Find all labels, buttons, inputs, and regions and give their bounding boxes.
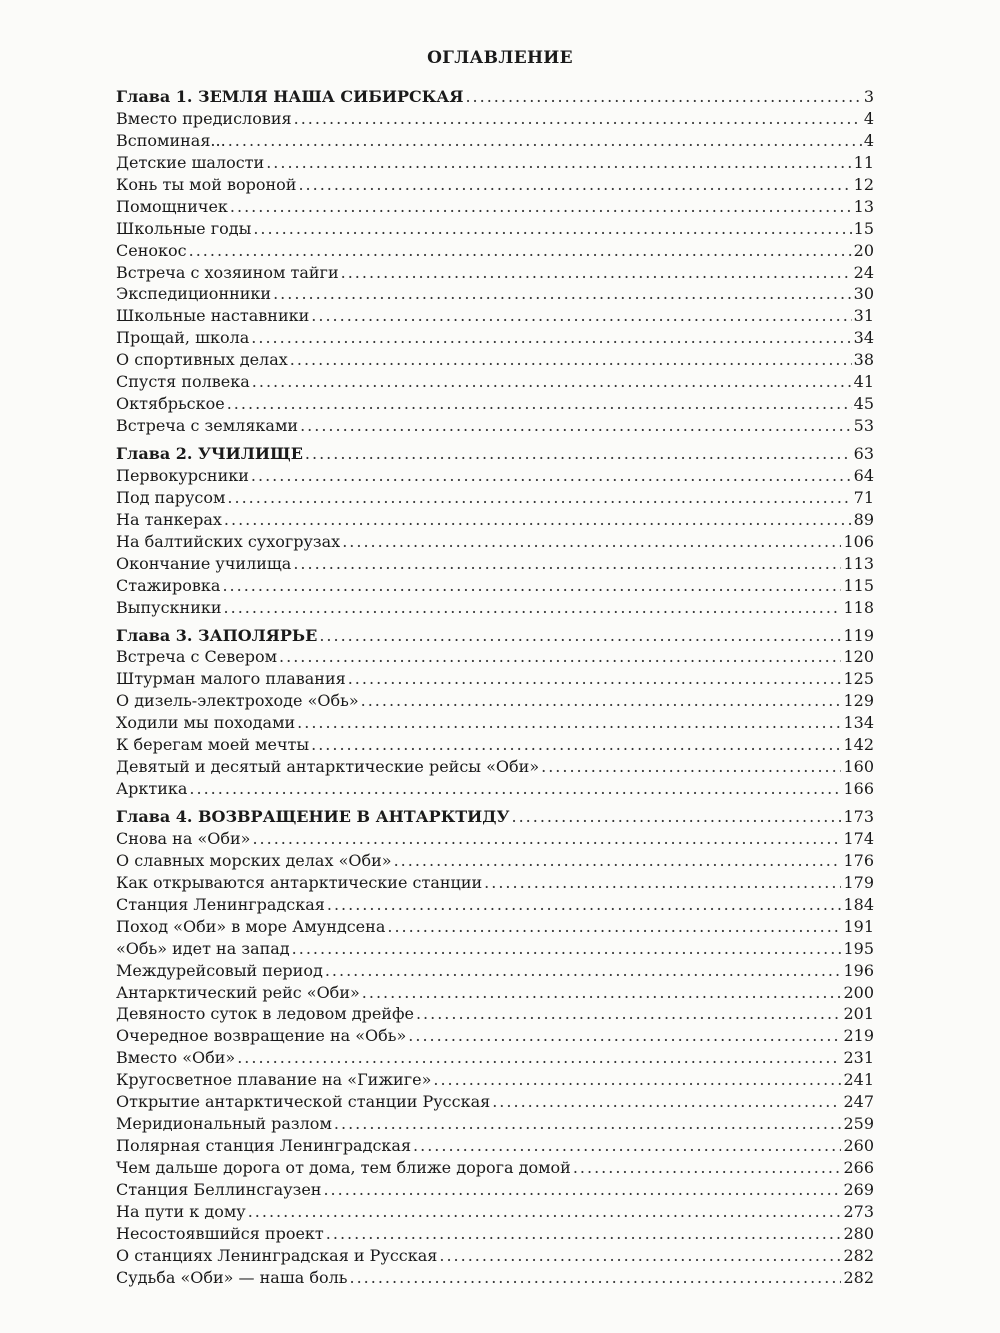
- toc-entry-page-number: 125: [843, 669, 874, 689]
- toc-entry-label: Вспоминая...: [116, 130, 226, 150]
- toc-entry-label: Встреча с земляками: [116, 416, 299, 436]
- toc-entry-label: Прощай, школа: [116, 328, 250, 348]
- dot-leader: [227, 393, 852, 415]
- toc-entry: [116, 174, 874, 196]
- toc-entry: [116, 531, 874, 553]
- toc-entry: [116, 1069, 874, 1091]
- dot-leader: [319, 625, 841, 647]
- toc-entry-page-number: 196: [843, 960, 874, 980]
- dot-leader: [300, 415, 852, 437]
- toc-entry: [116, 1157, 874, 1179]
- toc-entry-page-number: 45: [853, 394, 874, 414]
- toc-entry: [116, 415, 874, 437]
- chapter-heading-label: Глава 4. ВОЗВРАЩЕНИЕ В АНТАРКТИДУ: [116, 807, 510, 826]
- toc-entry-page-number: 12: [853, 174, 874, 194]
- toc-entry-label: Полярная станция Ленинградская: [116, 1136, 412, 1156]
- dot-leader: [349, 1267, 841, 1289]
- toc-entry-label: Как открываются антарктические станции: [116, 872, 483, 892]
- toc-entry-label: Выпускники: [116, 597, 222, 617]
- dot-leader: [416, 1003, 842, 1025]
- dot-leader: [323, 1179, 841, 1201]
- toc-entry-page-number: 53: [853, 416, 874, 436]
- toc-entry-page-number: 11: [853, 152, 874, 172]
- toc-entry-label: Помощничек: [116, 196, 228, 216]
- toc-entry-label: На танкерах: [116, 509, 222, 529]
- toc-entry: [116, 240, 874, 262]
- toc-entry-label: Междурейсовый период: [116, 960, 323, 980]
- toc-entry-label: О дизель-электроходе «Обь»: [116, 691, 359, 711]
- toc-entry-page-number: 273: [843, 1201, 874, 1221]
- toc-entry-page-number: 184: [843, 894, 874, 914]
- toc-entry-label: Школьные годы: [116, 218, 252, 238]
- toc-entry: [116, 108, 874, 130]
- dot-leader: [222, 575, 841, 597]
- dot-leader: [224, 509, 852, 531]
- toc-entry: [116, 734, 874, 756]
- chapter-heading-label: Глава 1. ЗЕМЛЯ НАША СИБИРСКАЯ: [116, 87, 464, 106]
- toc-entry: [116, 828, 874, 850]
- toc-entry-label: Конь ты мой вороной: [116, 174, 297, 194]
- toc-entry-page-number: 129: [843, 691, 874, 711]
- toc-entry: [116, 1179, 874, 1201]
- toc-entry-label: Вместо «Оби»: [116, 1048, 236, 1068]
- toc-entry-label: Ходили мы походами: [116, 713, 296, 733]
- toc-entry-page-number: 142: [843, 735, 874, 755]
- toc-entry: [116, 283, 874, 305]
- toc-entry-label: Встреча с Севером: [116, 647, 278, 667]
- toc-entry-page-number: 280: [843, 1223, 874, 1243]
- toc-entry: [116, 553, 874, 575]
- dot-leader: [290, 349, 852, 371]
- toc-entry: [116, 1245, 874, 1267]
- dot-leader: [273, 283, 852, 305]
- toc-entry-page-number: 106: [843, 531, 874, 551]
- toc-entry: [116, 262, 874, 284]
- toc-entry-page-number: 191: [843, 916, 874, 936]
- dot-leader: [361, 690, 842, 712]
- toc-entry: [116, 1113, 874, 1135]
- toc-entry: [116, 1003, 874, 1025]
- toc-entry: [116, 960, 874, 982]
- dot-leader: [189, 240, 852, 262]
- dot-leader: [230, 196, 852, 218]
- dot-leader: [228, 130, 862, 152]
- toc-entry-label: К берегам моей мечты: [116, 735, 310, 755]
- toc-entry-label: Открытие антарктической станции Русская: [116, 1092, 491, 1112]
- toc-entry-page-number: 20: [853, 240, 874, 260]
- dot-leader: [342, 531, 841, 553]
- toc-entry-page-number: 89: [853, 509, 874, 529]
- toc-entry-page-number: 179: [843, 872, 874, 892]
- toc-entry-label: О станциях Ленинградская и Русская: [116, 1245, 438, 1265]
- toc-entry: [116, 575, 874, 597]
- toc-entry-page-number: 41: [853, 372, 874, 392]
- toc-entry-label: Окончание училища: [116, 553, 292, 573]
- toc-entry: [116, 938, 874, 960]
- toc-entry-label: Станция Беллинсгаузен: [116, 1179, 322, 1199]
- toc-entry-page-number: 247: [843, 1092, 874, 1112]
- toc-entry: [116, 690, 874, 712]
- toc-entry-page-number: 15: [853, 218, 874, 238]
- dot-leader: [252, 828, 841, 850]
- toc-entry-page-number: 200: [843, 982, 874, 1002]
- toc-entry-page-number: 120: [843, 647, 874, 667]
- toc-entry: [116, 982, 874, 1004]
- toc-entry: [116, 668, 874, 690]
- dot-leader: [224, 597, 842, 619]
- toc-entry-page-number: 4: [863, 130, 874, 150]
- toc-entry-page-number: 113: [843, 553, 874, 573]
- toc-entry: [116, 756, 874, 778]
- dot-leader: [293, 553, 841, 575]
- toc-entry-label: Встреча с хозяином тайги: [116, 262, 339, 282]
- toc-entry: [116, 1091, 874, 1113]
- toc-entry-label: Поход «Оби» в море Амундсена: [116, 916, 386, 936]
- toc-entry-label: Меридиональный разлом: [116, 1114, 332, 1134]
- toc-entry: [116, 152, 874, 174]
- chapter-heading: [116, 86, 874, 108]
- toc-entry: [116, 327, 874, 349]
- toc-entry-page-number: 118: [843, 597, 874, 617]
- toc-entry-page-number: 31: [853, 306, 874, 326]
- toc-entry-page-number: 166: [843, 779, 874, 799]
- dot-leader: [484, 872, 841, 894]
- dot-leader: [394, 850, 842, 872]
- toc-entry-label: Штурман малого плавания: [116, 669, 346, 689]
- toc-entry-page-number: 4: [863, 108, 874, 128]
- toc-entry-page-number: 134: [843, 713, 874, 733]
- toc-entry-label: Чем дальше дорога от дома, тем ближе дорога домой: [116, 1158, 571, 1177]
- chapter-heading: [116, 806, 874, 828]
- toc-entry: [116, 916, 874, 938]
- toc-entry-page-number: 174: [843, 828, 874, 848]
- toc-title: ОГЛАВЛЕНИЕ: [427, 48, 573, 68]
- dot-leader: [465, 86, 861, 108]
- toc-entry-label: Антарктический рейс «Оби»: [116, 982, 360, 1002]
- toc-entry-label: Стажировка: [116, 575, 221, 595]
- toc-entry-label: О спортивных делах: [116, 350, 288, 370]
- toc-entry-page-number: 269: [843, 1179, 874, 1199]
- toc-entry: [116, 1025, 874, 1047]
- toc-entry-label: Несостоявшийся проект: [116, 1223, 324, 1243]
- toc-entry-label: «Обь» идет на запад: [116, 938, 290, 958]
- dot-leader: [348, 668, 842, 690]
- toc-entry: [116, 393, 874, 415]
- dot-leader: [439, 1245, 841, 1267]
- toc-entry-label: Вместо предисловия: [116, 108, 292, 128]
- toc-entry-page-number: 260: [843, 1136, 874, 1156]
- toc-entry-page-number: 201: [843, 1004, 874, 1024]
- toc-entry-page-number: 13: [853, 196, 874, 216]
- toc-entry: [116, 130, 874, 152]
- chapter-heading: [116, 443, 874, 465]
- toc-entry: [116, 196, 874, 218]
- toc-entry-label: Девятый и десятый антарктические рейсы «Оби»: [116, 757, 540, 777]
- toc-entry-label: Станция Ленинградская: [116, 894, 325, 914]
- chapter-heading-label: Глава 3. ЗАПОЛЯРЬЕ: [116, 625, 318, 645]
- dot-leader: [387, 916, 841, 938]
- dot-leader: [297, 712, 841, 734]
- toc-entry-label: Судьба «Оби» — наша боль: [116, 1267, 348, 1287]
- dot-leader: [251, 327, 851, 349]
- toc-entry-page-number: 282: [843, 1245, 874, 1265]
- toc-entry: [116, 850, 874, 872]
- toc-entry-label: Под парусом: [116, 487, 226, 507]
- toc-entry: [116, 305, 874, 327]
- toc-entry-label: Очередное возвращение на «Обь»: [116, 1026, 407, 1046]
- toc-entry-label: Снова на «Оби»: [116, 828, 251, 848]
- chapter-heading-page-number: 63: [853, 444, 874, 463]
- dot-leader: [294, 108, 862, 130]
- toc-entry-page-number: 64: [853, 465, 874, 485]
- toc-entry: [116, 1267, 874, 1289]
- toc-entry: [116, 872, 874, 894]
- toc-entry: [116, 1201, 874, 1223]
- dot-leader: [298, 174, 851, 196]
- dot-leader: [327, 894, 842, 916]
- dot-leader: [227, 487, 851, 509]
- dot-leader: [492, 1091, 841, 1113]
- toc-entry-label: Первокурсники: [116, 465, 249, 485]
- toc-entry: [116, 218, 874, 240]
- dot-leader: [252, 371, 852, 393]
- chapter-heading-page-number: 173: [843, 807, 874, 826]
- dot-leader: [189, 778, 841, 800]
- toc-entry-page-number: 30: [853, 284, 874, 304]
- chapter-heading-page-number: 3: [863, 87, 874, 106]
- dot-leader: [512, 806, 842, 828]
- dot-leader: [311, 734, 841, 756]
- toc-entry: [116, 646, 874, 668]
- dot-leader: [341, 262, 852, 284]
- toc-entry: [116, 1223, 874, 1245]
- dot-leader: [279, 646, 841, 668]
- dot-leader: [305, 443, 852, 465]
- chapter-heading-page-number: 119: [843, 625, 874, 645]
- dot-leader: [251, 465, 852, 487]
- toc-entry: [116, 597, 874, 619]
- toc-entry-page-number: 241: [843, 1070, 874, 1090]
- dot-leader: [326, 1223, 842, 1245]
- dot-leader: [433, 1069, 841, 1091]
- toc-entry: [116, 487, 874, 509]
- dot-leader: [413, 1135, 841, 1157]
- toc-entry-page-number: 195: [843, 938, 874, 958]
- toc-entry: [116, 509, 874, 531]
- toc-entry-label: Детские шалости: [116, 152, 265, 172]
- dot-leader: [311, 305, 851, 327]
- toc-entry-label: Арктика: [116, 779, 188, 799]
- toc-entry-page-number: 259: [843, 1114, 874, 1134]
- toc-entry-page-number: 266: [843, 1158, 874, 1177]
- toc-entry: [116, 1135, 874, 1157]
- toc-entry-label: Экспедиционники: [116, 284, 272, 304]
- chapter-heading-label: Глава 2. УЧИЛИЩЕ: [116, 444, 303, 463]
- toc-entry-page-number: 38: [853, 350, 874, 370]
- dot-leader: [541, 756, 841, 778]
- toc-entry: [116, 465, 874, 487]
- dot-leader: [237, 1047, 841, 1069]
- toc-entry-label: Сенокос: [116, 240, 187, 260]
- dot-leader: [292, 938, 842, 960]
- toc-entry-page-number: 34: [853, 328, 874, 348]
- dot-leader: [266, 152, 851, 174]
- dot-leader: [253, 218, 851, 240]
- toc-entry: [116, 894, 874, 916]
- dot-leader: [362, 982, 842, 1004]
- dot-leader: [325, 960, 842, 982]
- toc-entry-label: Школьные наставники: [116, 306, 310, 326]
- toc-entry-page-number: 282: [843, 1267, 874, 1287]
- toc-entry-page-number: 71: [853, 487, 874, 507]
- dot-leader: [334, 1113, 842, 1135]
- toc-entry-page-number: 219: [843, 1026, 874, 1046]
- toc-entry-page-number: 160: [843, 757, 874, 777]
- toc-entry-page-number: 176: [843, 850, 874, 870]
- chapter-heading: [116, 625, 874, 647]
- toc-entry-label: Октябрьское: [116, 394, 225, 414]
- dot-leader: [408, 1025, 841, 1047]
- toc-entry-label: Девяносто суток в ледовом дрейфе: [116, 1004, 414, 1024]
- table-of-contents: [116, 86, 874, 1289]
- toc-entry: [116, 371, 874, 393]
- dot-leader: [573, 1157, 842, 1179]
- toc-entry-label: На пути к дому: [116, 1201, 246, 1221]
- toc-entry-label: О славных морских делах «Оби»: [116, 850, 392, 870]
- toc-entry-page-number: 24: [853, 262, 874, 282]
- toc-entry: [116, 712, 874, 734]
- dot-leader: [248, 1201, 842, 1223]
- toc-entry-page-number: 231: [843, 1048, 874, 1068]
- toc-entry: [116, 1047, 874, 1069]
- toc-entry: [116, 349, 874, 371]
- toc-entry: [116, 778, 874, 800]
- toc-entry-label: На балтийских сухогрузах: [116, 531, 341, 551]
- toc-entry-page-number: 115: [843, 575, 874, 595]
- toc-entry-label: Кругосветное плавание на «Гижиге»: [116, 1070, 432, 1090]
- toc-entry-label: Спустя полвека: [116, 372, 250, 392]
